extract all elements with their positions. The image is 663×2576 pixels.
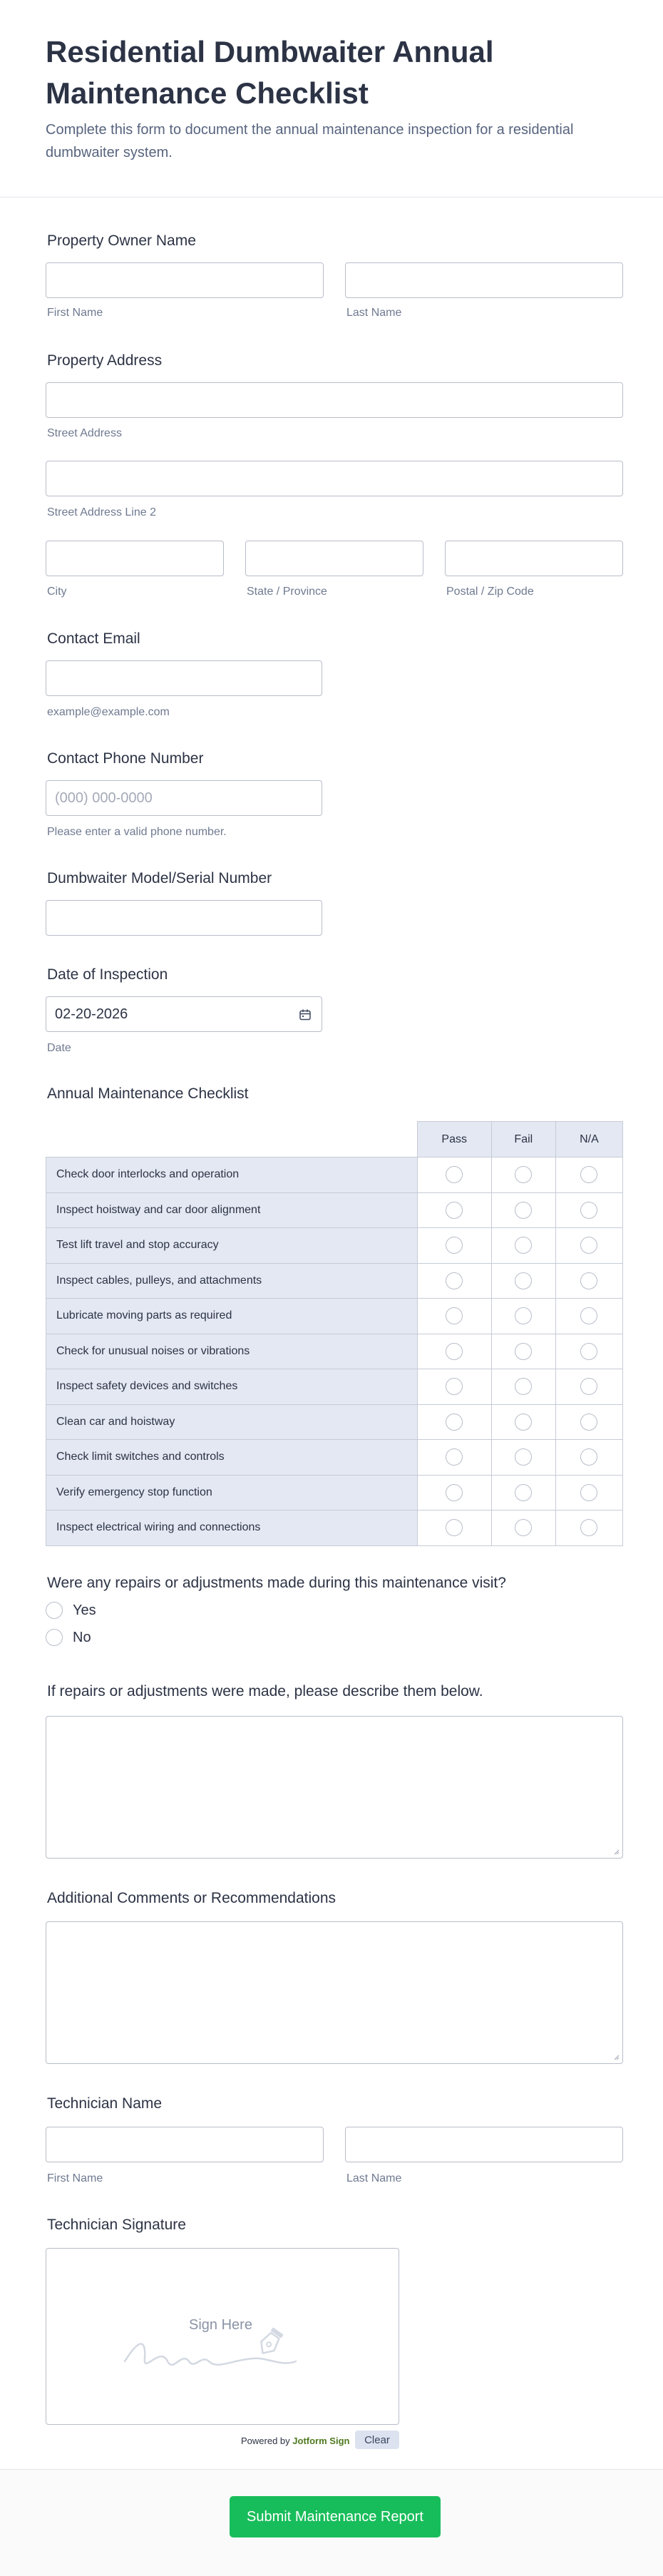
owner-first-name-input[interactable] bbox=[46, 262, 324, 298]
technician-first-name-input[interactable] bbox=[46, 2127, 324, 2162]
email-label: Contact Email bbox=[47, 630, 140, 647]
powered-prefix: Powered by bbox=[241, 2436, 290, 2446]
checklist-radio-fail[interactable] bbox=[515, 1307, 532, 1324]
phone-hint: Please enter a valid phone number. bbox=[47, 826, 227, 838]
jotform-sign-brand[interactable]: Jotform Sign bbox=[292, 2436, 350, 2446]
checklist-row bbox=[46, 1440, 623, 1476]
signature-placeholder: Sign Here bbox=[189, 2317, 252, 2333]
checklist-radio-na[interactable] bbox=[580, 1202, 597, 1219]
city-sublabel: City bbox=[47, 586, 67, 598]
checklist-item-label: Inspect safety devices and switches bbox=[46, 1369, 418, 1405]
repairs-option-yes[interactable] bbox=[46, 1602, 96, 1619]
repairs-desc-textarea[interactable] bbox=[46, 1716, 623, 1859]
street-address-2-sublabel: Street Address Line 2 bbox=[47, 506, 156, 518]
checklist-radio-pass[interactable] bbox=[446, 1237, 463, 1254]
zip-input[interactable] bbox=[445, 541, 623, 576]
checklist-row bbox=[46, 1299, 623, 1334]
checklist-item-label: Inspect hoistway and car door alignment bbox=[46, 1192, 418, 1228]
signature-label: Technician Signature bbox=[47, 2217, 186, 2233]
owner-name-label: Property Owner Name bbox=[47, 232, 196, 249]
powered-by bbox=[241, 2436, 349, 2446]
checklist-item-label: Verify emergency stop function bbox=[46, 1475, 418, 1511]
checklist-cell-fail bbox=[491, 1369, 555, 1405]
checklist-radio-pass[interactable] bbox=[446, 1166, 463, 1183]
checklist-row bbox=[46, 1511, 623, 1546]
checklist-cell-fail bbox=[491, 1192, 555, 1228]
header-divider bbox=[0, 197, 663, 198]
checklist-radio-fail[interactable] bbox=[515, 1484, 532, 1501]
repairs-label: Were any repairs or adjustments made during this maintenance visit? bbox=[47, 1575, 506, 1591]
state-input[interactable] bbox=[245, 541, 423, 576]
checklist-cell-pass bbox=[417, 1263, 491, 1299]
date-hint: Date bbox=[47, 1042, 71, 1054]
checklist-radio-na[interactable] bbox=[580, 1166, 597, 1183]
owner-last-name-sublabel: Last Name bbox=[346, 307, 402, 319]
checklist-matrix bbox=[46, 1121, 623, 1546]
checklist-cell-pass bbox=[417, 1369, 491, 1405]
checklist-radio-fail[interactable] bbox=[515, 1519, 532, 1536]
checklist-radio-na[interactable] bbox=[580, 1519, 597, 1536]
checklist-radio-na[interactable] bbox=[580, 1448, 597, 1466]
date-label: Date of Inspection bbox=[47, 966, 168, 983]
matrix-body bbox=[46, 1157, 623, 1546]
email-input[interactable] bbox=[46, 660, 322, 696]
checklist-cell-pass bbox=[417, 1299, 491, 1334]
clear-signature-button[interactable]: Clear bbox=[355, 2431, 399, 2449]
checklist-radio-pass[interactable] bbox=[446, 1202, 463, 1219]
state-sublabel: State / Province bbox=[247, 586, 327, 598]
matrix-column-pass: Pass bbox=[417, 1122, 491, 1157]
checklist-radio-fail[interactable] bbox=[515, 1414, 532, 1431]
comments-label: Additional Comments or Recommendations bbox=[47, 1890, 336, 1906]
checklist-label: Annual Maintenance Checklist bbox=[47, 1085, 249, 1102]
checklist-cell-pass bbox=[417, 1192, 491, 1228]
submit-button[interactable]: Submit Maintenance Report bbox=[230, 2496, 441, 2537]
checklist-row bbox=[46, 1369, 623, 1405]
checklist-radio-pass[interactable] bbox=[446, 1378, 463, 1395]
checklist-cell-pass bbox=[417, 1157, 491, 1193]
checklist-cell-na bbox=[555, 1263, 622, 1299]
checklist-cell-na bbox=[555, 1299, 622, 1334]
checklist-radio-pass[interactable] bbox=[446, 1519, 463, 1536]
form-description: Complete this form to document the annual maintenance inspection for a residential dumbwaiter system. bbox=[46, 122, 574, 160]
owner-last-name-input[interactable] bbox=[345, 262, 623, 298]
checklist-row bbox=[46, 1404, 623, 1440]
model-label: Dumbwaiter Model/Serial Number bbox=[47, 870, 272, 886]
no-radio[interactable] bbox=[46, 1629, 63, 1646]
signature-pad[interactable] bbox=[46, 2248, 399, 2425]
technician-first-name-sublabel: First Name bbox=[47, 2172, 103, 2184]
checklist-row bbox=[46, 1192, 623, 1228]
repairs-desc-label: If repairs or adjustments were made, please describe them below. bbox=[47, 1683, 483, 1700]
resize-grip-icon[interactable] bbox=[612, 1848, 620, 1855]
checklist-radio-fail[interactable] bbox=[515, 1166, 532, 1183]
phone-input[interactable]: (000) 000-0000 bbox=[46, 780, 322, 816]
checklist-cell-na bbox=[555, 1440, 622, 1476]
checklist-radio-na[interactable] bbox=[580, 1237, 597, 1254]
matrix-column-na: N/A bbox=[555, 1122, 622, 1157]
checklist-radio-fail[interactable] bbox=[515, 1202, 532, 1219]
checklist-radio-pass[interactable] bbox=[446, 1448, 463, 1466]
checklist-cell-na bbox=[555, 1511, 622, 1546]
checklist-cell-fail bbox=[491, 1299, 555, 1334]
street-address-sublabel: Street Address bbox=[47, 427, 122, 439]
checklist-cell-pass bbox=[417, 1228, 491, 1264]
checklist-item-label: Lubricate moving parts as required bbox=[46, 1299, 418, 1334]
checklist-cell-fail bbox=[491, 1475, 555, 1511]
checklist-cell-na bbox=[555, 1369, 622, 1405]
technician-last-name-input[interactable] bbox=[345, 2127, 623, 2162]
checklist-item-label: Check limit switches and controls bbox=[46, 1440, 418, 1476]
date-input[interactable] bbox=[46, 996, 322, 1032]
checklist-radio-fail[interactable] bbox=[515, 1272, 532, 1289]
matrix-corner bbox=[46, 1122, 418, 1157]
checklist-cell-pass bbox=[417, 1440, 491, 1476]
checklist-radio-na[interactable] bbox=[580, 1272, 597, 1289]
checklist-cell-fail bbox=[491, 1334, 555, 1369]
checklist-row bbox=[46, 1334, 623, 1369]
checklist-radio-fail[interactable] bbox=[515, 1448, 532, 1466]
address-label: Property Address bbox=[47, 352, 163, 369]
checklist-radio-fail[interactable] bbox=[515, 1378, 532, 1395]
repairs-option-no[interactable] bbox=[46, 1629, 91, 1646]
technician-name-label: Technician Name bbox=[47, 2095, 163, 2112]
checklist-cell-fail bbox=[491, 1440, 555, 1476]
checklist-radio-na[interactable] bbox=[580, 1378, 597, 1395]
checklist-item-label: Check for unusual noises or vibrations bbox=[46, 1334, 418, 1369]
checklist-item-label: Clean car and hoistway bbox=[46, 1404, 418, 1440]
checklist-radio-pass[interactable] bbox=[446, 1484, 463, 1501]
checklist-item-label: Test lift travel and stop accuracy bbox=[46, 1228, 418, 1264]
matrix-column-fail: Fail bbox=[491, 1122, 555, 1157]
checklist-radio-na[interactable] bbox=[580, 1343, 597, 1360]
form-header bbox=[46, 31, 630, 164]
resize-grip-icon[interactable] bbox=[612, 2053, 620, 2060]
checklist-cell-fail bbox=[491, 1263, 555, 1299]
city-input[interactable] bbox=[46, 541, 224, 576]
phone-label: Contact Phone Number bbox=[47, 750, 204, 767]
checklist-cell-pass bbox=[417, 1404, 491, 1440]
checklist-radio-pass[interactable] bbox=[446, 1272, 463, 1289]
street-address-input[interactable] bbox=[46, 382, 623, 418]
checklist-radio-fail[interactable] bbox=[515, 1343, 532, 1360]
form-title: Residential Dumbwaiter Annual Maintenance Checklist bbox=[46, 35, 494, 110]
checklist-radio-na[interactable] bbox=[580, 1414, 597, 1431]
checklist-item-label: Inspect cables, pulleys, and attachments bbox=[46, 1263, 418, 1299]
yes-radio[interactable] bbox=[46, 1602, 63, 1619]
checklist-cell-pass bbox=[417, 1334, 491, 1369]
checklist-cell-fail bbox=[491, 1511, 555, 1546]
checklist-row bbox=[46, 1157, 623, 1193]
checklist-cell-na bbox=[555, 1475, 622, 1511]
zip-sublabel: Postal / Zip Code bbox=[446, 586, 534, 598]
email-hint: example@example.com bbox=[47, 706, 170, 718]
checklist-row bbox=[46, 1475, 623, 1511]
checklist-radio-na[interactable] bbox=[580, 1307, 597, 1324]
owner-first-name-sublabel: First Name bbox=[47, 307, 103, 319]
checklist-radio-na[interactable] bbox=[580, 1484, 597, 1501]
yes-label: Yes bbox=[73, 1602, 96, 1618]
signature-doodle-icon bbox=[118, 2317, 324, 2381]
checklist-cell-pass bbox=[417, 1511, 491, 1546]
checklist-radio-fail[interactable] bbox=[515, 1237, 532, 1254]
checklist-item-label: Check door interlocks and operation bbox=[46, 1157, 418, 1193]
checklist-cell-fail bbox=[491, 1228, 555, 1264]
checklist-item-label: Inspect electrical wiring and connections bbox=[46, 1511, 418, 1546]
checklist-cell-fail bbox=[491, 1404, 555, 1440]
date-value: 02-20-2026 bbox=[55, 1006, 128, 1022]
checklist-cell-na bbox=[555, 1157, 622, 1193]
comments-textarea[interactable] bbox=[46, 1921, 623, 2064]
checklist-row bbox=[46, 1228, 623, 1264]
checklist-radio-pass[interactable] bbox=[446, 1414, 463, 1431]
checklist-cell-na bbox=[555, 1192, 622, 1228]
checklist-cell-na bbox=[555, 1404, 622, 1440]
technician-last-name-sublabel: Last Name bbox=[346, 2172, 402, 2184]
checklist-radio-pass[interactable] bbox=[446, 1307, 463, 1324]
checklist-cell-na bbox=[555, 1334, 622, 1369]
street-address-2-input[interactable] bbox=[46, 461, 623, 496]
model-serial-input[interactable] bbox=[46, 900, 322, 936]
checklist-radio-pass[interactable] bbox=[446, 1343, 463, 1360]
checklist-cell-pass bbox=[417, 1475, 491, 1511]
calendar-icon[interactable] bbox=[299, 1008, 312, 1021]
checklist-cell-na bbox=[555, 1228, 622, 1264]
checklist-cell-fail bbox=[491, 1157, 555, 1193]
checklist-row bbox=[46, 1263, 623, 1299]
no-label: No bbox=[73, 1629, 91, 1645]
